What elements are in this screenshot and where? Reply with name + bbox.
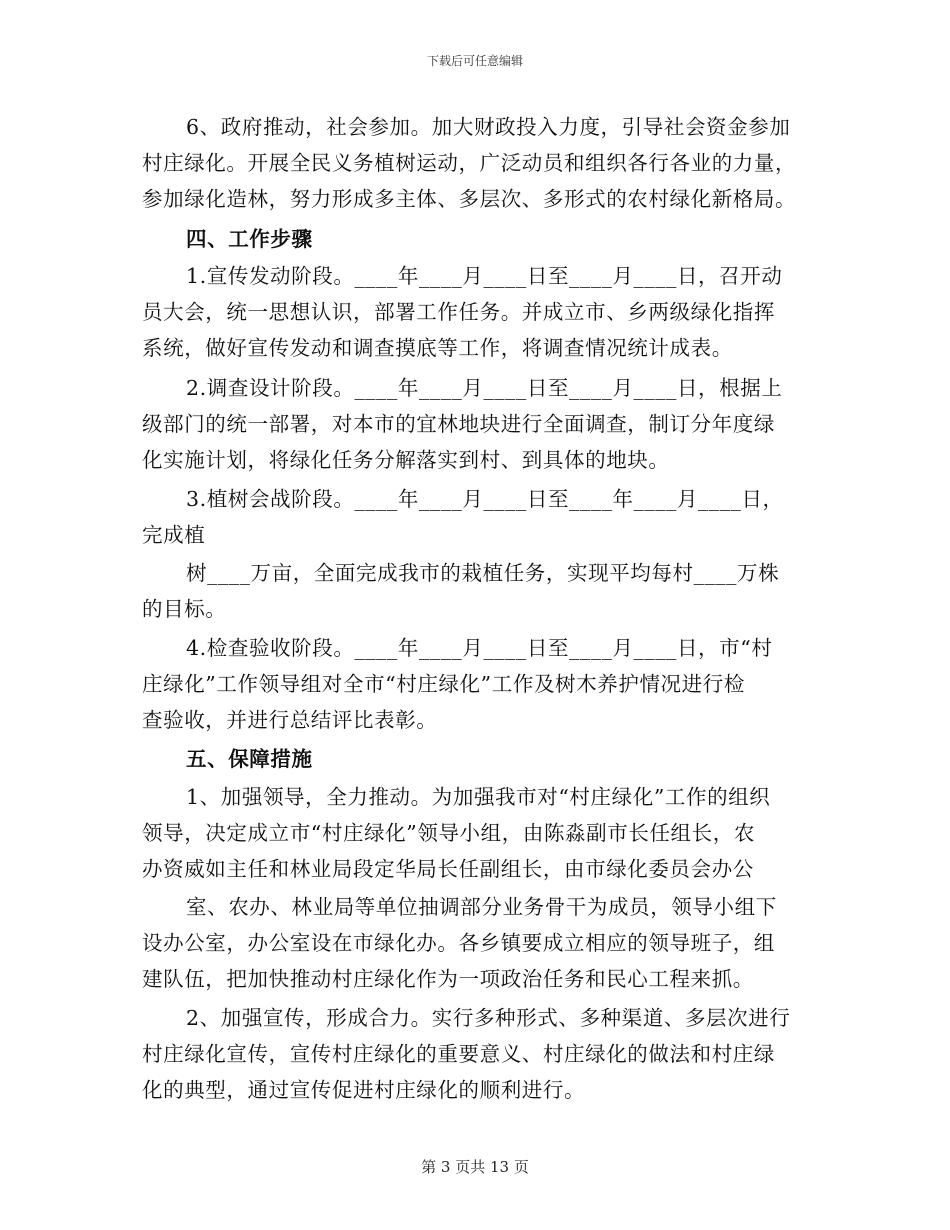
text-line: 的目标。: [142, 597, 227, 621]
section-heading: 四、工作步骤: [186, 227, 313, 251]
page-header: 下载后可任意编辑: [426, 54, 523, 68]
text-line: 系统，做好宣传发动和调查摸底等工作，将调查情况统计成表。: [142, 336, 733, 360]
text-line: 领导，决定成立市“村庄绿化”领导小组，由陈淼副市长任组长，农: [142, 821, 755, 845]
text-line: 2.调查设计阶段。____年____月____日至____月____日，根据上: [186, 376, 783, 400]
text-line: 庄绿化”工作领导组对全市“村庄绿化”工作及树木养护情况进行检: [142, 672, 745, 696]
text-line: 1.宣传发动阶段。____年____月____日至____月____日，召开动: [186, 264, 783, 288]
text-line: 员大会，统一思想认识，部署工作任务。并成立市、乡两级绿化指挥: [142, 300, 775, 324]
text-line: 树____万亩，全面完成我市的栽植任务，实现平均每村____万株: [186, 561, 780, 585]
text-line: 村庄绿化。开展全民义务植树运动，广泛动员和组织各行各业的力量，: [142, 151, 797, 175]
text-line: 3.植树会战阶段。____年____月____日至____年____月____日，: [186, 487, 784, 511]
text-line: 1、加强领导，全力推动。为加强我市对“村庄绿化”工作的组织: [186, 785, 771, 809]
text-line: 化的典型，通过宣传促进村庄绿化的顺利进行。: [142, 1078, 586, 1102]
section-heading: 五、保障措施: [186, 747, 313, 771]
text-line: 建队伍，把加快推动村庄绿化作为一项政治任务和民心工程来抓。: [142, 967, 754, 991]
text-line: 村庄绿化宣传，宣传村庄绿化的重要意义、村庄绿化的做法和村庄绿: [142, 1042, 775, 1066]
text-line: 化实施计划，将绿化任务分解落实到村、到具体的地块。: [142, 448, 670, 472]
text-line: 2、加强宣传，形成合力。实行多种形式、多种渠道、多层次进行: [186, 1006, 791, 1030]
text-line: 设办公室，办公室设在市绿化办。各乡镇要成立相应的领导班子，组: [142, 931, 775, 955]
text-line: 级部门的统一部署，对本市的宜林地块进行全面调查，制订分年度绿: [142, 412, 775, 436]
text-line: 办资威如主任和林业局段定华局长任副组长，由市绿化委员会办公: [142, 857, 754, 881]
text-line: 6、政府推动，社会参加。加大财政投入力度，引导社会资金参加: [186, 115, 791, 139]
text-line: 完成植: [142, 523, 206, 547]
text-line: 室、农办、林业局等单位抽调部分业务骨干为成员，领导小组下: [186, 895, 777, 919]
text-line: 参加绿化造林，努力形成多主体、多层次、多形式的农村绿化新格局。: [142, 187, 797, 211]
text-line: 查验收，并进行总结评比表彰。: [142, 708, 438, 732]
page-footer: 第 3 页共 13 页: [421, 1158, 529, 1176]
text-line: 4.检查验收阶段。____年____月____日至____月____日，市“村: [186, 636, 773, 660]
